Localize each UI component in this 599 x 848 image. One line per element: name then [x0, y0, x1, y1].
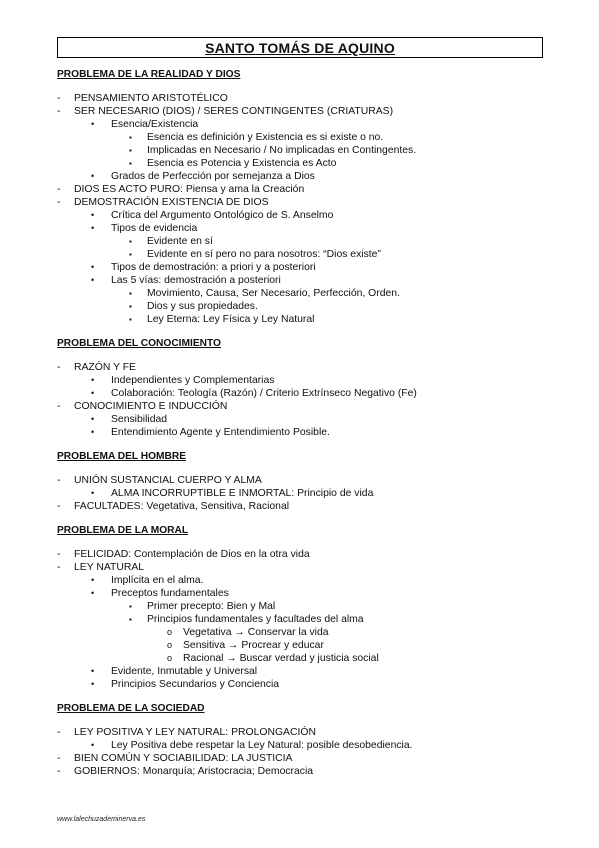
bullet-circle: o	[167, 640, 173, 650]
list-item	[57, 361, 557, 374]
bullet-dash: -	[57, 549, 61, 560]
bullet-circle: o	[167, 653, 173, 663]
bullet-disc: •	[91, 171, 95, 181]
section-heading: PROBLEMA DE LA REALIDAD Y DIOS	[57, 69, 241, 80]
list-item	[57, 500, 557, 513]
list-item-text: Preceptos fundamentales	[111, 588, 229, 599]
list-item-text: Evidente en sí	[147, 236, 213, 247]
bullet-disc: •	[91, 575, 95, 585]
list-item	[57, 248, 557, 261]
section-gap	[57, 463, 557, 474]
bullet-dash: -	[57, 766, 61, 777]
list-item	[57, 413, 557, 426]
list-item	[57, 652, 557, 665]
list-item	[57, 561, 557, 574]
list-item	[57, 105, 557, 118]
bullet-disc: •	[91, 275, 95, 285]
list-item-text: Crítica del Argumento Ontológico de S. Anselmo	[111, 210, 334, 221]
list-item-text: DIOS ES ACTO PURO: Piensa y ama la Creación	[74, 184, 305, 195]
list-item	[57, 222, 557, 235]
list-item-text: Evidente, Inmutable y Universal	[111, 666, 258, 677]
section-gap	[57, 537, 557, 548]
page-title: SANTO TOMÁS DE AQUINO	[205, 39, 395, 56]
list-item	[57, 92, 557, 105]
bullet-disc: •	[91, 427, 95, 437]
list-item-text: Principios Secundarios y Conciencia	[111, 679, 280, 690]
bullet-circle: o	[167, 627, 173, 637]
list-item-text: Vegetativa → Conservar la vida	[183, 627, 329, 638]
list-item	[57, 600, 557, 613]
bullet-disc: •	[91, 388, 95, 398]
bullet-square: ▪	[129, 250, 132, 259]
footer-url: www.lalechuzademinerva.es	[57, 816, 146, 823]
bullet-square: ▪	[129, 302, 132, 311]
list-item-text: UNIÓN SUSTANCIAL CUERPO Y ALMA	[74, 475, 262, 486]
bullet-disc: •	[91, 588, 95, 598]
list-item	[57, 626, 557, 639]
bullet-square: ▪	[129, 133, 132, 142]
bullet-square: ▪	[129, 615, 132, 624]
list-item	[57, 157, 557, 170]
list-item	[57, 665, 557, 678]
list-item-text: Esencia es definición y Existencia es si existe o no.	[147, 132, 384, 143]
list-item	[57, 426, 557, 439]
list-item-text: Sensitiva → Procrear y educar	[183, 640, 324, 651]
title-box	[57, 37, 543, 58]
bullet-disc: •	[91, 488, 95, 498]
bullet-dash: -	[57, 501, 61, 512]
section-heading: PROBLEMA DEL HOMBRE	[57, 451, 187, 462]
list-item-text: PENSAMIENTO ARISTOTÉLICO	[74, 93, 228, 104]
bullet-square: ▪	[129, 289, 132, 298]
list-item	[57, 261, 557, 274]
list-item	[57, 548, 557, 561]
list-item	[57, 183, 557, 196]
list-item-text: Implícita en el alma.	[111, 575, 204, 586]
bullet-square: ▪	[129, 602, 132, 611]
bullet-disc: •	[91, 375, 95, 385]
bullet-disc: •	[91, 223, 95, 233]
list-item-text: GOBIERNOS: Monarquía; Aristocracia; Democracia	[74, 766, 314, 777]
list-item	[57, 196, 557, 209]
bullet-square: ▪	[129, 237, 132, 246]
list-item	[57, 235, 557, 248]
list-item-text: CONOCIMIENTO E INDUCCIÓN	[74, 401, 228, 412]
section-gap	[57, 81, 557, 92]
bullet-disc: •	[91, 210, 95, 220]
list-item-text: SER NECESARIO (DIOS) / SERES CONTINGENTES (CRIATURAS)	[74, 106, 394, 117]
list-item-text: Colaboración: Teología (Razón) / Criterio Extrínseco Negativo (Fe)	[111, 388, 417, 399]
list-item-text: Esencia es Potencia y Existencia es Acto	[147, 158, 337, 169]
section-heading: PROBLEMA DE LA MORAL	[57, 525, 189, 536]
bullet-disc: •	[91, 262, 95, 272]
list-item-text: LEY POSITIVA Y LEY NATURAL: PROLONGACIÓN	[74, 727, 316, 738]
list-item	[57, 639, 557, 652]
section-heading: PROBLEMA DE LA SOCIEDAD	[57, 703, 205, 714]
bullet-square: ▪	[129, 315, 132, 324]
list-item-text: Tipos de evidencia	[111, 223, 198, 234]
list-item-text: Ley Positiva debe respetar la Ley Natural: posible desobediencia.	[111, 740, 413, 751]
list-item	[57, 131, 557, 144]
list-item-text: Independientes y Complementarias	[111, 375, 275, 386]
list-item	[57, 739, 557, 752]
bullet-dash: -	[57, 475, 61, 486]
list-item	[57, 274, 557, 287]
list-item-text: LEY NATURAL	[74, 562, 145, 573]
list-item-text: Sensibilidad	[111, 414, 168, 425]
list-item	[57, 574, 557, 587]
list-item-text: FELICIDAD: Contemplación de Dios en la otra vida	[74, 549, 310, 560]
list-item	[57, 613, 557, 626]
list-item-text: BIEN COMÚN Y SOCIABILIDAD: LA JUSTICIA	[74, 753, 293, 764]
list-item	[57, 400, 557, 413]
list-item	[57, 726, 557, 739]
list-item	[57, 209, 557, 222]
list-item-text: Principios fundamentales y facultades del alma	[147, 614, 364, 625]
list-item-text: ALMA INCORRUPTIBLE E INMORTAL: Principio de vida	[111, 488, 374, 499]
bullet-disc: •	[91, 679, 95, 689]
section-gap	[57, 715, 557, 726]
bullet-dash: -	[57, 106, 61, 117]
bullet-dash: -	[57, 401, 61, 412]
list-item-text: RAZÓN Y FE	[74, 362, 136, 373]
list-item-text: Racional → Buscar verdad y justicia social	[183, 653, 379, 664]
bullet-disc: •	[91, 119, 95, 129]
list-item	[57, 170, 557, 183]
list-item-text: FACULTADES: Vegetativa, Sensitiva, Racional	[74, 501, 290, 512]
section-heading: PROBLEMA DEL CONOCIMIENTO	[57, 338, 221, 349]
list-item-text: Primer precepto: Bien y Mal	[147, 601, 276, 612]
list-item-text: Entendimiento Agente y Entendimiento Posible.	[111, 427, 330, 438]
list-item	[57, 587, 557, 600]
list-item	[57, 765, 557, 778]
bullet-dash: -	[57, 727, 61, 738]
list-item	[57, 474, 557, 487]
list-item-text: Ley Eterna: Ley Física y Ley Natural	[147, 314, 315, 325]
bullet-dash: -	[57, 362, 61, 373]
list-item	[57, 487, 557, 500]
bullet-dash: -	[57, 93, 61, 104]
list-item-text: Esencia/Existencia	[111, 119, 199, 130]
bullet-square: ▪	[129, 159, 132, 168]
list-item	[57, 118, 557, 131]
bullet-disc: •	[91, 666, 95, 676]
list-item-text: Movimiento, Causa, Ser Necesario, Perfección, Orden.	[147, 288, 400, 299]
list-item	[57, 374, 557, 387]
list-item-text: Las 5 vías: demostración a posteriori	[111, 275, 281, 286]
section-gap	[57, 350, 557, 361]
list-item	[57, 300, 557, 313]
list-item	[57, 313, 557, 326]
list-item	[57, 678, 557, 691]
list-item	[57, 144, 557, 157]
bullet-dash: -	[57, 562, 61, 573]
document-body	[57, 68, 557, 778]
list-item-text: Dios y sus propiedades.	[147, 301, 258, 312]
list-item	[57, 387, 557, 400]
list-item-text: Evidente en sí pero no para nosotros: “Dios existe”	[147, 249, 381, 260]
bullet-dash: -	[57, 753, 61, 764]
list-item-text: Grados de Perfección por semejanza a Dios	[111, 171, 315, 182]
bullet-disc: •	[91, 414, 95, 424]
list-item-text: Implicadas en Necesario / No implicadas en Contingentes.	[147, 145, 417, 156]
list-item-text: DEMOSTRACIÓN EXISTENCIA DE DIOS	[74, 197, 269, 208]
list-item-text: Tipos de demostración: a priori y a posteriori	[111, 262, 316, 273]
bullet-square: ▪	[129, 146, 132, 155]
bullet-disc: •	[91, 740, 95, 750]
list-item	[57, 752, 557, 765]
bullet-dash: -	[57, 197, 61, 208]
bullet-dash: -	[57, 184, 61, 195]
list-item	[57, 287, 557, 300]
